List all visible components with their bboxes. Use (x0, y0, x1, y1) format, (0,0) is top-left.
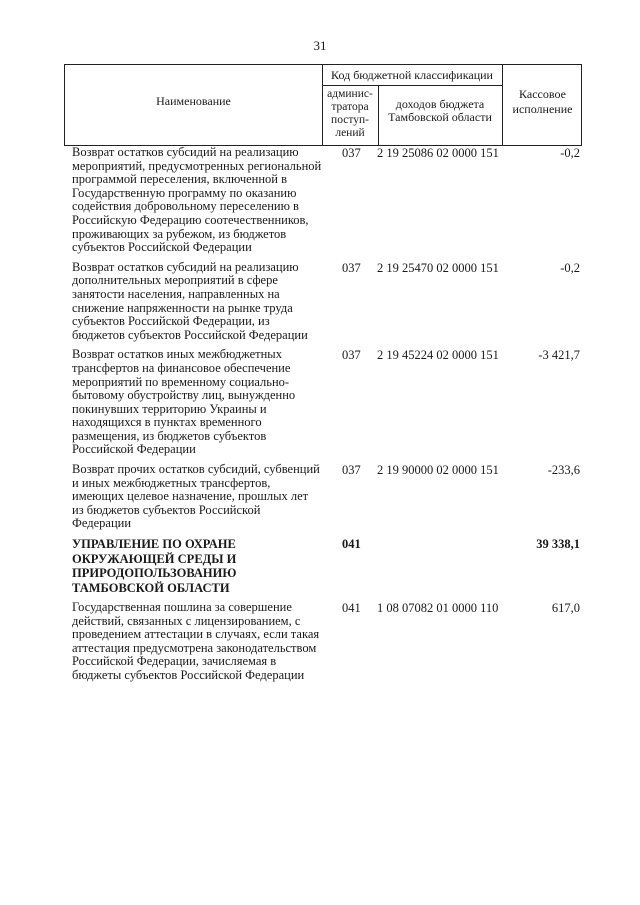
header-execution: Кассовое исполнение (512, 87, 573, 116)
row-name: Возврат остатков субсидий на реализацию мероприятий, предусмотренных региональной программой переселения, включенной в Государственную программу по оказанию содействия добровольному переселению в Российскую Федерацию соотечественников, проживающих за рубежом, из бюджетов субъектов Российской Федерации (72, 145, 322, 255)
page-number: 31 (313, 38, 327, 53)
row-admin-code: 041 (342, 537, 361, 552)
table-row-section (64, 537, 582, 595)
row-amount: -0,2 (560, 260, 580, 275)
row-admin-code: 041 (342, 601, 361, 616)
row-income-code: 2 19 25470 02 0000 151 (377, 260, 499, 275)
row-name: Возврат остатков иных межбюджетных трансфертов на финансовое обеспечение мероприятий по временному социально-бытовому обустройству лиц, вынужденно покинувших территорию Украины и находящихся в пунктах временного размещения, из бюджетов субъектов Российской Федерации (72, 347, 296, 457)
row-amount: 617,0 (551, 601, 580, 616)
row-amount: -3 421,7 (538, 348, 580, 363)
row-admin-code: 037 (342, 146, 361, 160)
row-amount: -233,6 (547, 463, 580, 478)
row-name: Возврат остатков субсидий на реализацию дополнительных мероприятий в сфере занятости населения, направленных на снижение напряженности на рынке труда субъектов Российской Федерации, из бюджетов субъектов Российской Федерации (72, 259, 308, 342)
row-income-code: 1 08 07082 01 0000 110 (377, 601, 499, 616)
section-title: УПРАВЛЕНИЕ ПО ОХРАНЕ ОКРУЖАЮЩЕЙ СРЕДЫ И ПРИРОДОПОЛЬЗОВАНИЮ ТАМБОВСКОЙ ОБЛАСТИ (72, 537, 237, 595)
table-header (64, 64, 582, 146)
row-admin-code: 037 (342, 348, 361, 363)
row-amount: -0,2 (560, 146, 580, 160)
header-divider (322, 85, 502, 86)
header-income: доходов бюджета Тамбовской области (388, 97, 492, 124)
table-row (64, 348, 582, 457)
row-admin-code: 037 (342, 463, 361, 478)
table-body (64, 146, 582, 689)
row-name: Возврат прочих остатков субсидий, субвенций и иных межбюджетных трансфертов, имеющих целевое назначение, прошлых лет из бюджетов субъектов Российской Федерации (72, 462, 320, 531)
table-row (64, 261, 582, 343)
row-admin-code: 037 (342, 260, 361, 275)
table-row (64, 146, 582, 255)
header-admin: админис- тратора поступ- лений (327, 88, 373, 139)
table-row (64, 601, 582, 683)
row-income-code: 2 19 25086 02 0000 151 (377, 146, 499, 160)
row-income-code: 2 19 90000 02 0000 151 (377, 463, 499, 478)
header-name: Наименование (156, 94, 231, 108)
row-income-code: 2 19 45224 02 0000 151 (377, 348, 499, 363)
header-classification: Код бюджетной классификации (331, 68, 493, 82)
table-row (64, 463, 582, 531)
row-name: Государственная пошлина за совершение действий, связанных с лицензированием, с проведением аттестации в случаях, если такая аттестация предусмотрена законодательством Российской Федерации, зачисляемая в бюджеты субъектов Российской Федерации (72, 600, 320, 682)
row-amount: 39 338,1 (536, 537, 580, 552)
